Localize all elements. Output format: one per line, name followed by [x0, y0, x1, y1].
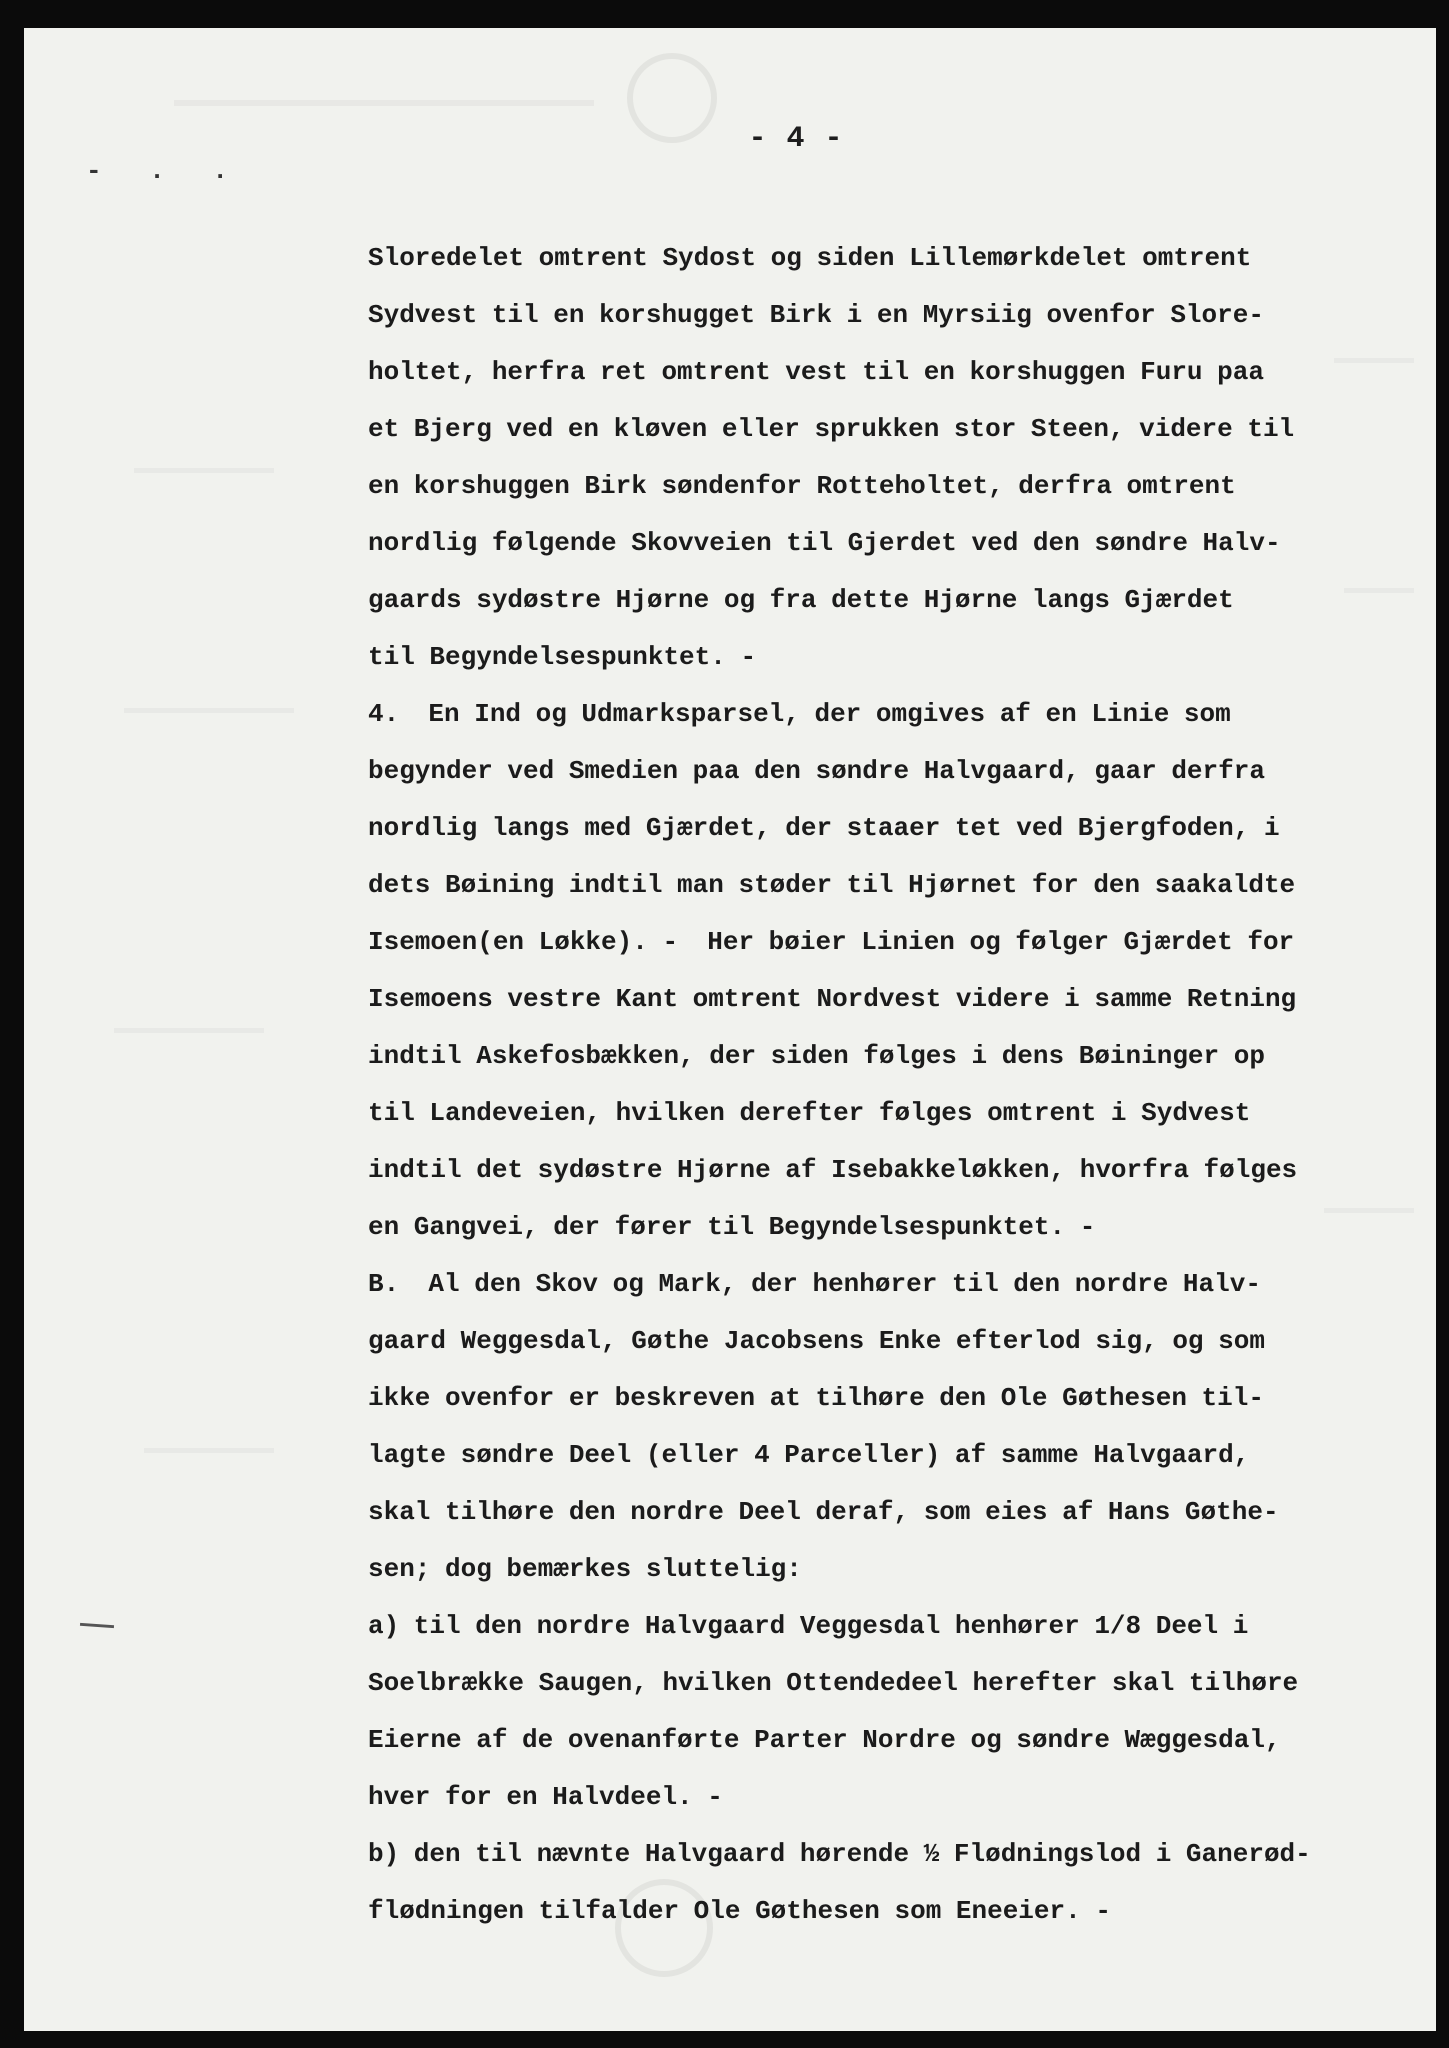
body-line: a) til den nordre Halvgaard Veggesdal henhører 1/8 Deel i	[368, 1611, 1249, 1641]
body-line: Sydvest til en korshugget Birk i en Myrsiig ovenfor Slore-	[368, 300, 1264, 330]
page-number: - 4 -	[748, 122, 844, 156]
body-line: et Bjerg ved en kløven eller sprukken stor Steen, videre til	[368, 414, 1295, 444]
body-line: hver for en Halvdeel. -	[368, 1782, 723, 1812]
body-line: nordlig følgende Skovveien til Gjerdet ved den søndre Halv-	[368, 528, 1281, 558]
body-line: B. Al den Skov og Mark, der henhører til den nordre Halv-	[368, 1269, 1261, 1299]
body-line: 4. En Ind og Udmarksparsel, der omgives af en Linie som	[368, 699, 1231, 729]
body-line: Eierne af de ovenanførte Parter Nordre og søndre Wæggesdal,	[368, 1725, 1281, 1755]
body-text	[368, 230, 1436, 1940]
bleed-line-1	[174, 100, 594, 106]
margin-marks: - . .	[86, 156, 245, 186]
bleed-stamp-top	[630, 56, 714, 140]
document-page	[24, 28, 1436, 2031]
body-line: ikke ovenfor er beskreven at tilhøre den Ole Gøthesen til-	[368, 1383, 1264, 1413]
body-line: b) den til nævnte Halvgaard hørende ½ Flødningslod i Ganerød-	[368, 1839, 1311, 1869]
body-line: indtil det sydøstre Hjørne af Isebakkeløkken, hvorfra følges	[368, 1155, 1298, 1185]
body-line: dets Bøining indtil man støder til Hjørnet for den saakaldte	[368, 870, 1296, 900]
body-line: Isemoen(en Løkke). - Her bøier Linien og følger Gjærdet for	[368, 927, 1295, 957]
body-line: holtet, herfra ret omtrent vest til en korshuggen Furu paa	[368, 357, 1264, 387]
body-line: lagte søndre Deel (eller 4 Parceller) af samme Halvgaard,	[368, 1440, 1250, 1470]
body-line: en korshuggen Birk søndenfor Rotteholtet, derfra omtrent	[368, 471, 1236, 501]
body-line: til Begyndelsespunktet. -	[368, 642, 757, 672]
body-line: Soelbrække Saugen, hvilken Ottendedeel herefter skal tilhøre	[368, 1668, 1299, 1698]
body-line: flødningen tilfalder Ole Gøthesen som Eneeier. -	[368, 1896, 1111, 1926]
body-line: indtil Askefosbækken, der siden følges i dens Bøininger op	[368, 1041, 1265, 1071]
bleed-line-3	[124, 708, 294, 713]
body-line: skal tilhøre den nordre Deel deraf, som eies af Hans Gøthe-	[368, 1497, 1279, 1527]
body-line: til Landeveien, hvilken derefter følges omtrent i Sydvest	[368, 1098, 1251, 1128]
bleed-line-4	[114, 1028, 264, 1033]
body-line: sen; dog bemærkes sluttelig:	[368, 1554, 802, 1584]
body-line: Sloredelet omtrent Sydost og siden Lillemørkdelet omtrent	[368, 243, 1252, 273]
bleed-line-2	[134, 468, 274, 473]
body-line: gaard Weggesdal, Gøthe Jacobsens Enke efterlod sig, og som	[368, 1326, 1265, 1356]
body-line: nordlig langs med Gjærdet, der staaer tet ved Bjergfoden, i	[368, 813, 1280, 843]
body-line: gaards sydøstre Hjørne og fra dette Hjørne langs Gjærdet	[368, 585, 1234, 615]
body-line: Isemoens vestre Kant omtrent Nordvest videre i samme Retning	[368, 984, 1297, 1014]
body-line: begynder ved Smedien paa den søndre Halvgaard, gaar derfra	[368, 756, 1265, 786]
body-line: en Gangvei, der fører til Begyndelsespunktet. -	[368, 1212, 1096, 1242]
bleed-line-5	[144, 1448, 274, 1453]
